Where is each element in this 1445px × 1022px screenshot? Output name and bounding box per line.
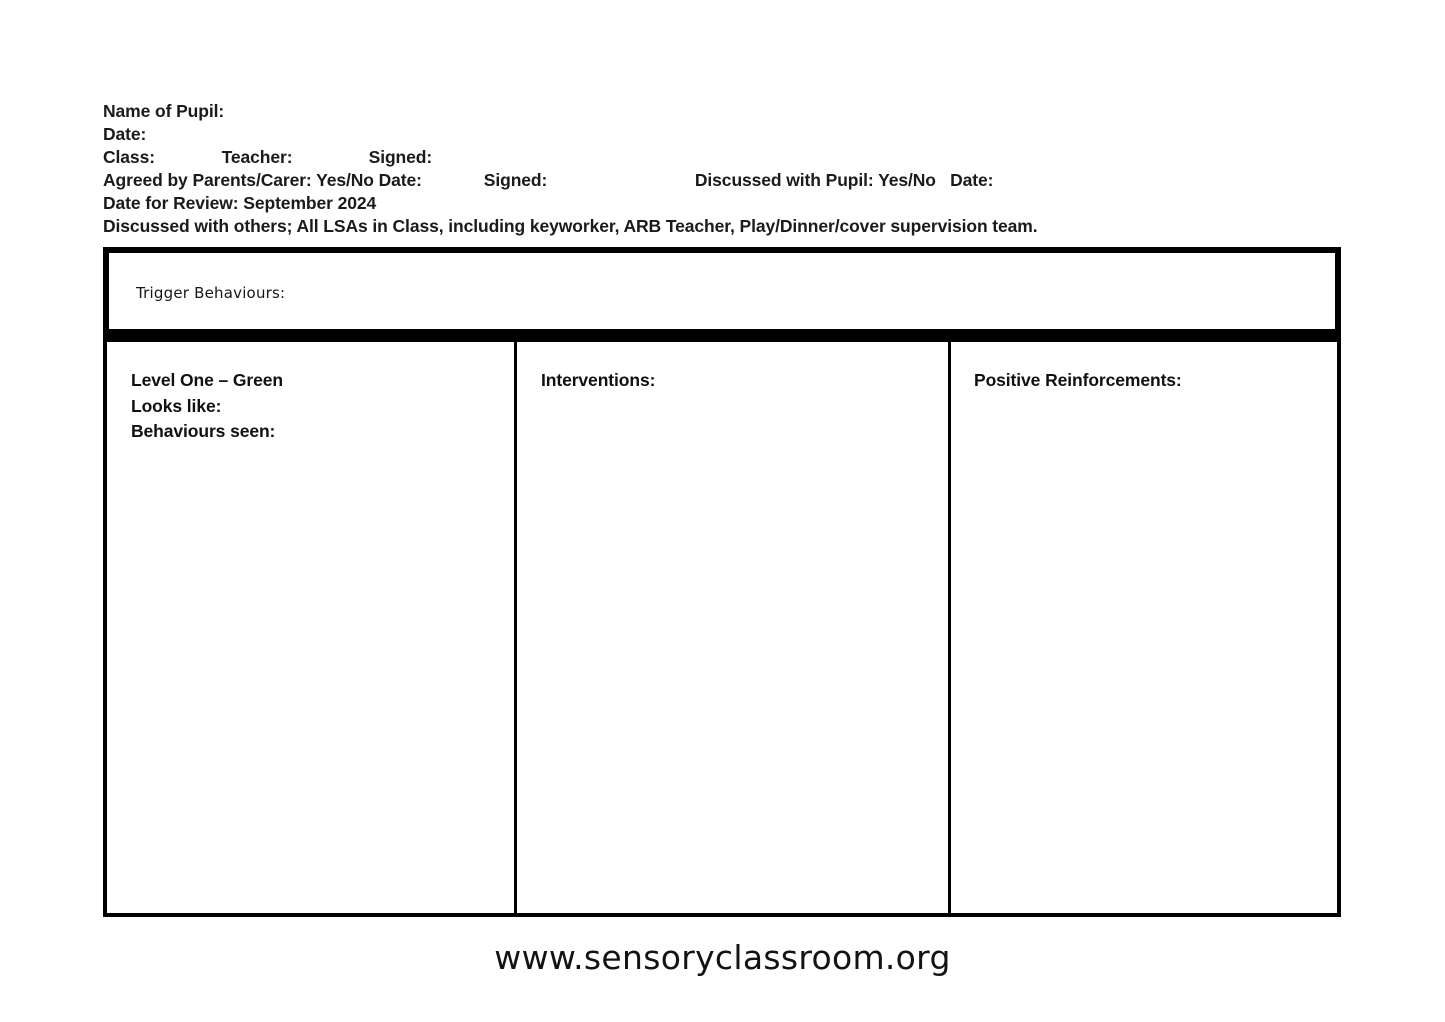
header-line-date-for-review: Date for Review: September 2024: [103, 192, 377, 213]
header-line-discussed-with-others: Discussed with others; All LSAs in Class, including keyworker, ARB Teacher, Play/Dinner/cover supervision team.: [103, 215, 1038, 236]
header-line-date: Date:: [103, 123, 147, 144]
column-level-one-green[interactable]: [107, 342, 517, 913]
pupil-details-header: [103, 100, 1353, 237]
footer: [0, 938, 1445, 977]
column-positive-reinforcements-heading: [974, 368, 1320, 394]
behaviour-plan-table: [103, 335, 1341, 917]
trigger-behaviours-value[interactable]: [136, 311, 1321, 323]
header-line-name-of-pupil: Name of Pupil:: [103, 101, 225, 121]
heading-looks-like: Looks like:: [131, 395, 222, 416]
column-interventions-heading: [541, 368, 932, 394]
heading-positive-reinforcements: Positive Reinforcements:: [974, 370, 1182, 390]
column-positive-reinforcements[interactable]: [951, 342, 1337, 913]
column-level-one-green-heading: [131, 368, 498, 445]
column-interventions-body[interactable]: [541, 452, 932, 903]
heading-level-one-green: Level One – Green: [131, 370, 283, 390]
footer-website-text: www.sensoryclassroom.org: [494, 938, 951, 977]
column-interventions[interactable]: [517, 342, 951, 913]
trigger-behaviours-box[interactable]: [103, 247, 1341, 335]
heading-interventions: Interventions:: [541, 370, 656, 390]
column-positive-reinforcements-body[interactable]: [975, 452, 1321, 903]
header-line-class-teacher-signed: Class: Teacher: Signed:: [103, 146, 433, 167]
column-level-one-green-body[interactable]: [131, 452, 498, 903]
heading-behaviours-seen: Behaviours seen:: [131, 421, 276, 442]
header-line-agreed-by-parents: Agreed by Parents/Carer: Yes/No Date: Signed: Discussed with Pupil: Yes/No Date:: [103, 169, 994, 190]
trigger-behaviours-label: Trigger Behaviours:: [136, 284, 286, 302]
